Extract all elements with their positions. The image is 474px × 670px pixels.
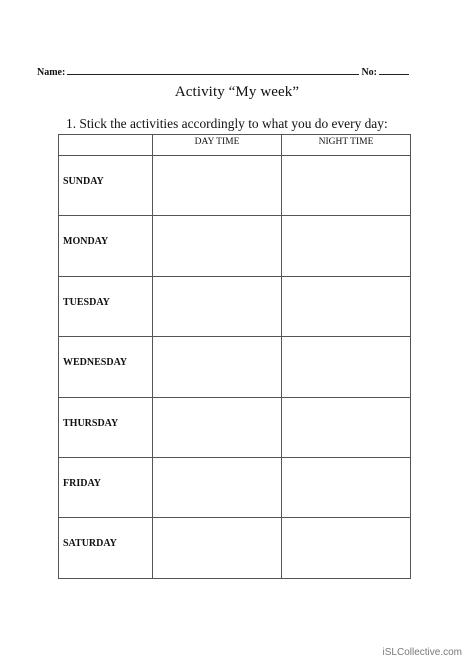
day-label-saturday: SATURDAY: [59, 518, 153, 578]
day-time-cell[interactable]: [153, 216, 282, 276]
header-day-column: [59, 135, 153, 156]
header-night-time: NIGHT TIME: [282, 135, 411, 156]
table-row: [59, 337, 411, 397]
number-field[interactable]: [379, 73, 409, 75]
day-time-cell[interactable]: [153, 457, 282, 517]
night-time-cell[interactable]: [282, 216, 411, 276]
night-time-cell[interactable]: [282, 397, 411, 457]
name-label: Name:: [37, 67, 66, 78]
day-label-tuesday: TUESDAY: [59, 276, 153, 336]
table-row: [59, 216, 411, 276]
day-label-thursday: THURSDAY: [59, 397, 153, 457]
table-row: [59, 156, 411, 216]
table-row: [59, 457, 411, 517]
instruction-text: 1. Stick the activities accordingly to what you do every day:: [66, 116, 388, 131]
day-time-cell[interactable]: [153, 337, 282, 397]
day-time-cell[interactable]: [153, 156, 282, 216]
worksheet-title: Activity “My week”: [174, 84, 300, 100]
weekly-schedule-table: [58, 134, 411, 579]
table-row: [59, 397, 411, 457]
night-time-cell[interactable]: [282, 518, 411, 578]
day-label-friday: FRIDAY: [59, 457, 153, 517]
night-time-cell[interactable]: [282, 156, 411, 216]
day-time-cell[interactable]: [153, 518, 282, 578]
night-time-cell[interactable]: [282, 276, 411, 336]
number-label: No:: [361, 67, 377, 78]
day-label-wednesday: WEDNESDAY: [59, 337, 153, 397]
name-field[interactable]: [67, 73, 359, 75]
night-time-cell[interactable]: [282, 457, 411, 517]
table-header-row: [59, 135, 411, 156]
day-time-cell[interactable]: [153, 276, 282, 336]
header-day-time: DAY TIME: [153, 135, 282, 156]
table-row: [59, 276, 411, 336]
day-label-monday: MONDAY: [59, 216, 153, 276]
header-line: [37, 62, 409, 78]
table-row: [59, 518, 411, 578]
day-time-cell[interactable]: [153, 397, 282, 457]
watermark-credit: iSLCollective.com: [382, 647, 462, 658]
night-time-cell[interactable]: [282, 337, 411, 397]
day-label-sunday: SUNDAY: [59, 156, 153, 216]
